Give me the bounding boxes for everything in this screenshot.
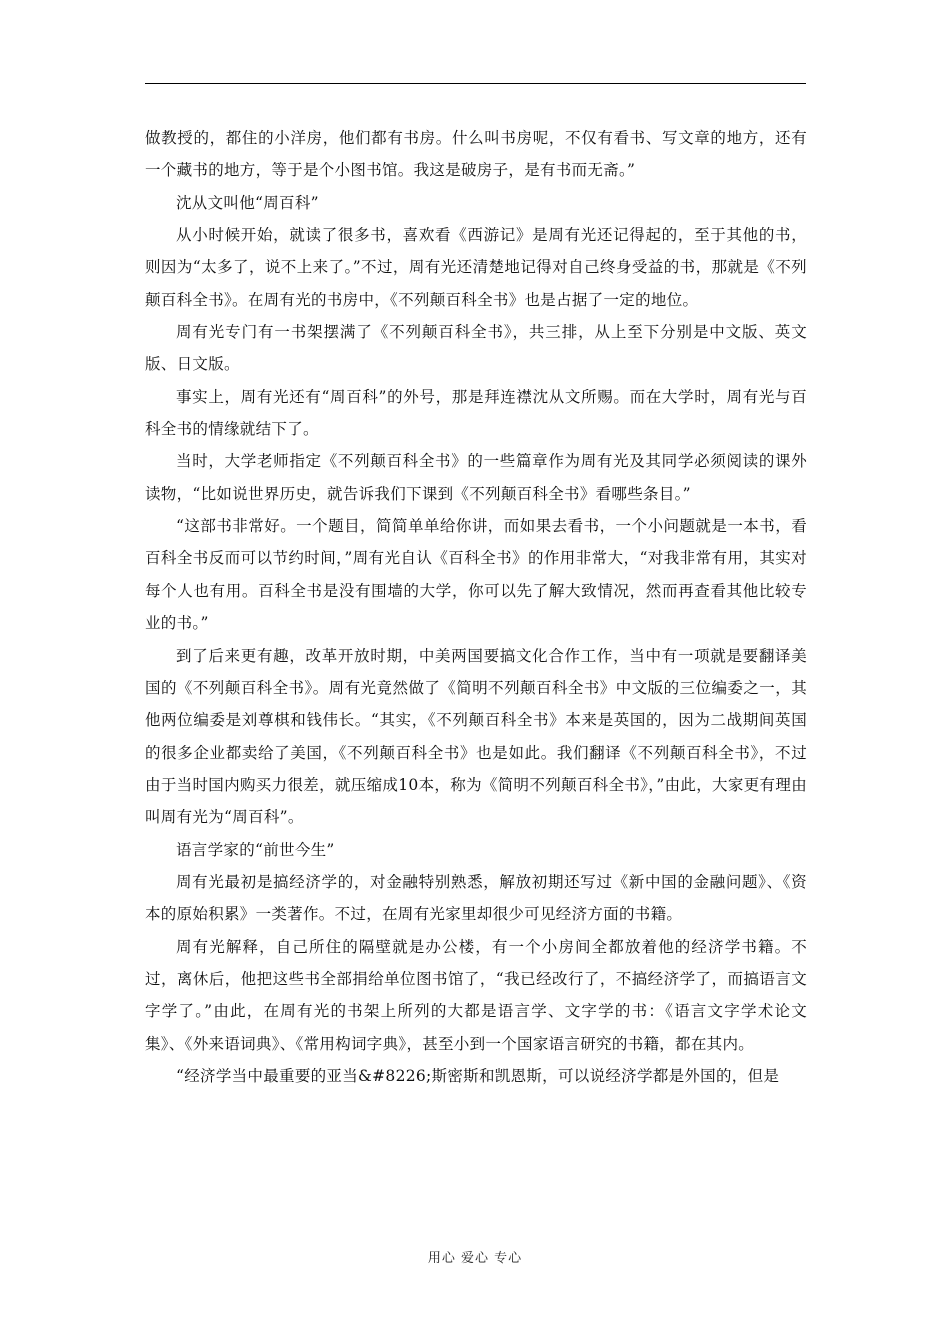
section-heading-linguist: 语言学家的“前世今生” (176, 840, 335, 859)
paragraph: 周有光专门有一书架摆满了《不列颠百科全书》，共三排，从上至下分别是中文版、英文版、日文版。 (145, 323, 807, 374)
header-rule (145, 83, 806, 84)
paragraph: 到了后来更有趣，改革开放时期，中美两国要搞文化合作工作，当中有一项就是要翻译美国的《不列颠百科全书》。周有光竟然做了《简明不列颠百科全书》中文版的三位编委之一，其他两位编委是刘尊棋和钱伟长。“其实，《不列颠百科全书》本来是英国的，因为二战期间英国的很多企业都卖给了美国，《不列颠百科全书》也是如此。我们翻译《不列颠百科全书》，不过由于当时国内购买力很差，就压缩成10本，称为《简明不列颠百科全书》，”由此，大家更有理由叫周有光为“周百科”。 (145, 646, 807, 827)
document-body (145, 122, 807, 1092)
paragraph: 从小时候开始，就读了很多书，喜欢看《西游记》是周有光还记得起的，至于其他的书，则因为“太多了，说不上来了。”不过，周有光还清楚地记得对自己终身受益的书，那就是《不列颠百科全书》。在周有光的书房中，《不列颠百科全书》也是占据了一定的地位。 (145, 226, 807, 309)
paragraph: 事实上，周有光还有“周百科”的外号，那是拜连襟沈从文所赐。而在大学时，周有光与百科全书的情缘就结下了。 (145, 387, 807, 439)
paragraph: 周有光最初是搞经济学的，对金融特别熟悉，解放初期还写过《新中国的金融问题》、《资本的原始积累》一类著作。不过，在周有光家里却很少可见经济方面的书籍。 (145, 872, 807, 924)
paragraph: 当时，大学老师指定《不列颠百科全书》的一些篇章作为周有光及其同学必须阅读的课外读物，“比如说世界历史，就告诉我们下课到《不列颠百科全书》看哪些条目。” (145, 452, 807, 503)
page-footer: 用心 爱心 专心 (427, 1251, 523, 1266)
section-heading-zhou-baike: 沈从文叫他“周百科” (176, 193, 319, 212)
paragraph-continued: 做教授的，都住的小洋房，他们都有书房。什么叫书房呢，不仅有看书、写文章的地方，还有一个藏书的地方，等于是个小图书馆。我这是破房子，是有书而无斋。” (145, 129, 807, 180)
paragraph: 周有光解释，自己所住的隔壁就是办公楼，有一个小房间全都放着他的经济学书籍。不过，离休后，他把这些书全部捐给单位图书馆了，“我已经改行了，不搞经济学了，而搞语言文字学了。”由此，在周有光的书架上所列的大都是语言学、文字学的书：《语言文字学术论文集》、《外来语词典》、《常用构词字典》，甚至小到一个国家语言研究的书籍，都在其内。 (145, 937, 807, 1053)
paragraph: “经济学当中最重要的亚当&#8226;斯密斯和凯恩斯，可以说经济学都是外国的，但是 (176, 1066, 780, 1085)
paragraph: “这部书非常好。一个题目，简简单单给你讲，而如果去看书，一个小问题就是一本书，看百科全书反而可以节约时间，”周有光自认《百科全书》的作用非常大，“对我非常有用，其实对每个人也有用。百科全书是没有围墙的大学，你可以先了解大致情况，然而再查看其他比较专业的书。” (145, 517, 807, 633)
